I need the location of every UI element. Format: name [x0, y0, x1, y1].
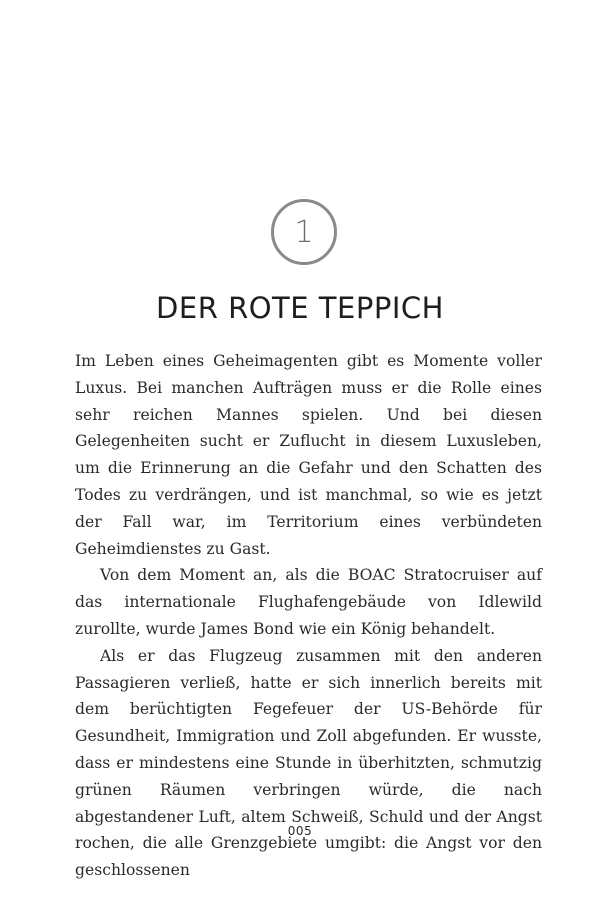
page-number: 005: [287, 824, 313, 838]
paragraph-2: Von dem Moment an, als die BOAC Stratocruiser auf das internationale Flughafengebäude von Idlewild zurollte, wurde James Bond wie ein König behandelt.: [75, 566, 542, 638]
chapter-number: 1: [294, 215, 314, 250]
paragraph-3: Als er das Flugzeug zusammen mit den anderen Passagieren verließ, hatte er sich innerlich bereits mit dem berüchtigten Fegefeuer der US-Behörde für Gesundheit, Immigration und Zoll abgefunden. Er wusste, dass er mindestens eine Stunde in überhitzten, schmutzig grünen Räumen verbringen würde, die nach abgestandener Luft, altem Schweiß, Schuld und der Angst rochen, die alle Grenzgebiete umgibt: die Angst vor den geschlossenen: [75, 646, 542, 880]
chapter-body: [75, 348, 542, 884]
chapter-title: DER ROTE TEPPICH: [156, 291, 444, 325]
paragraph-1: Im Leben eines Geheimagenten gibt es Momente voller Luxus. Bei manchen Aufträgen muss er die Rolle eines sehr reichen Mannes spielen. Und bei diesen Gelegenheiten sucht er Zuflucht in diesem Luxusleben, um die Erinnerung an die Gefahr und den Schatten des Todes zu verdrängen, und ist manchmal, so wie es jetzt der Fall war, im Territorium eines verbündeten Geheimdienstes zu Gast.: [75, 352, 542, 558]
chapter-number-circle: [271, 199, 337, 265]
